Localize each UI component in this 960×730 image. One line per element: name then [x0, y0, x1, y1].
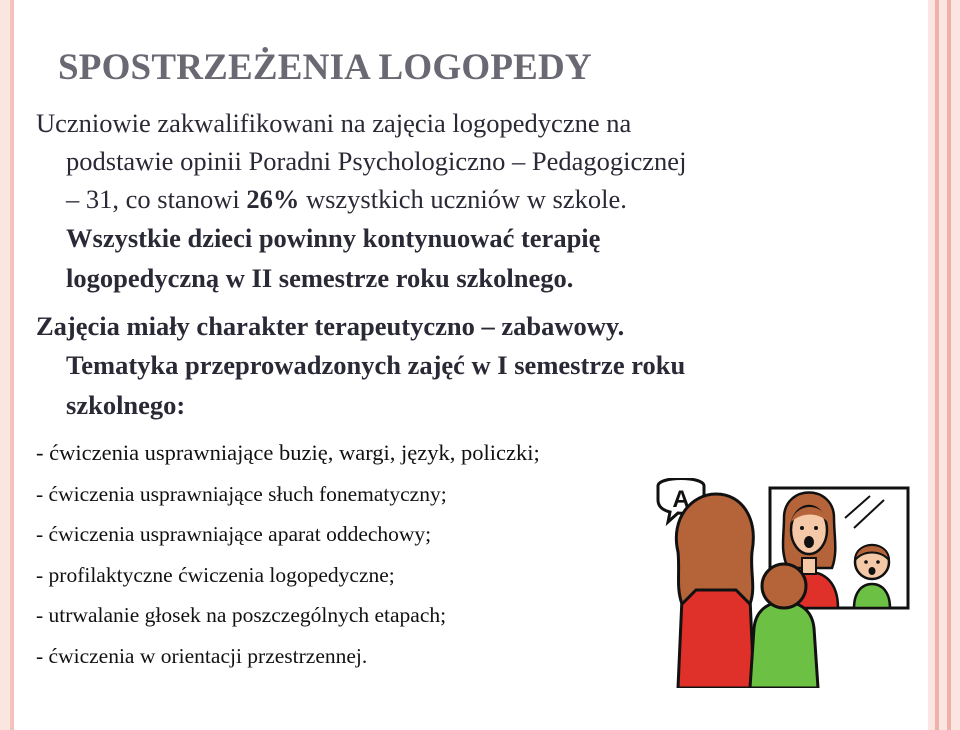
topics-line-1: Tematyka przeprowadzonych zajęć w I semestrze roku: [66, 350, 686, 380]
list-item: - ćwiczenia usprawniające buzię, wargi, język, policzki;: [36, 440, 540, 465]
bubble-letter: A: [672, 486, 690, 513]
percentage-value: 26%: [246, 184, 300, 214]
topics-line-2: szkolnego:: [66, 390, 186, 420]
right-stripe-3: [939, 0, 947, 730]
intro-line-2: podstawie opinii Poradni Psychologiczno – Pedagogicznej: [66, 146, 687, 176]
intro-line-1: Uczniowie zakwalifikowani na zajęcia logopedyczne na: [36, 108, 632, 138]
therapist-figure: [676, 494, 754, 688]
list-item: - profilaktyczne ćwiczenia logopedyczne;: [36, 563, 395, 587]
list-item: - ćwiczenia usprawniające słuch fonematyczny;: [36, 482, 447, 506]
left-stripe-accent: [10, 0, 14, 730]
intro-line-3-end: wszystkich uczniów w szkole.: [299, 184, 627, 214]
left-stripe-light: [0, 0, 10, 730]
slide-title: SPOSTRZEŻENIA LOGOPEDY: [58, 47, 592, 88]
list-item: - utrwalanie głosek na poszczególnych etapach;: [36, 603, 447, 627]
intro-line-5: logopedyczną w II semestrze roku szkolnego.: [66, 263, 574, 293]
list-item: - ćwiczenia usprawniające aparat oddechowy;: [36, 522, 432, 546]
intro-line-3: [66, 184, 627, 215]
intro-line-3-start: – 31, co stanowi: [66, 184, 247, 214]
character-line: Zajęcia miały charakter terapeutyczno – zabawowy.: [36, 311, 625, 341]
speech-therapy-illustration: [640, 478, 912, 688]
right-stripe-1: [928, 0, 935, 730]
right-stripe-5: [951, 0, 960, 730]
list-item: - ćwiczenia w orientacji przestrzennej.: [36, 644, 368, 668]
intro-line-4: Wszystkie dzieci powinny kontynuować terapię: [66, 223, 601, 253]
